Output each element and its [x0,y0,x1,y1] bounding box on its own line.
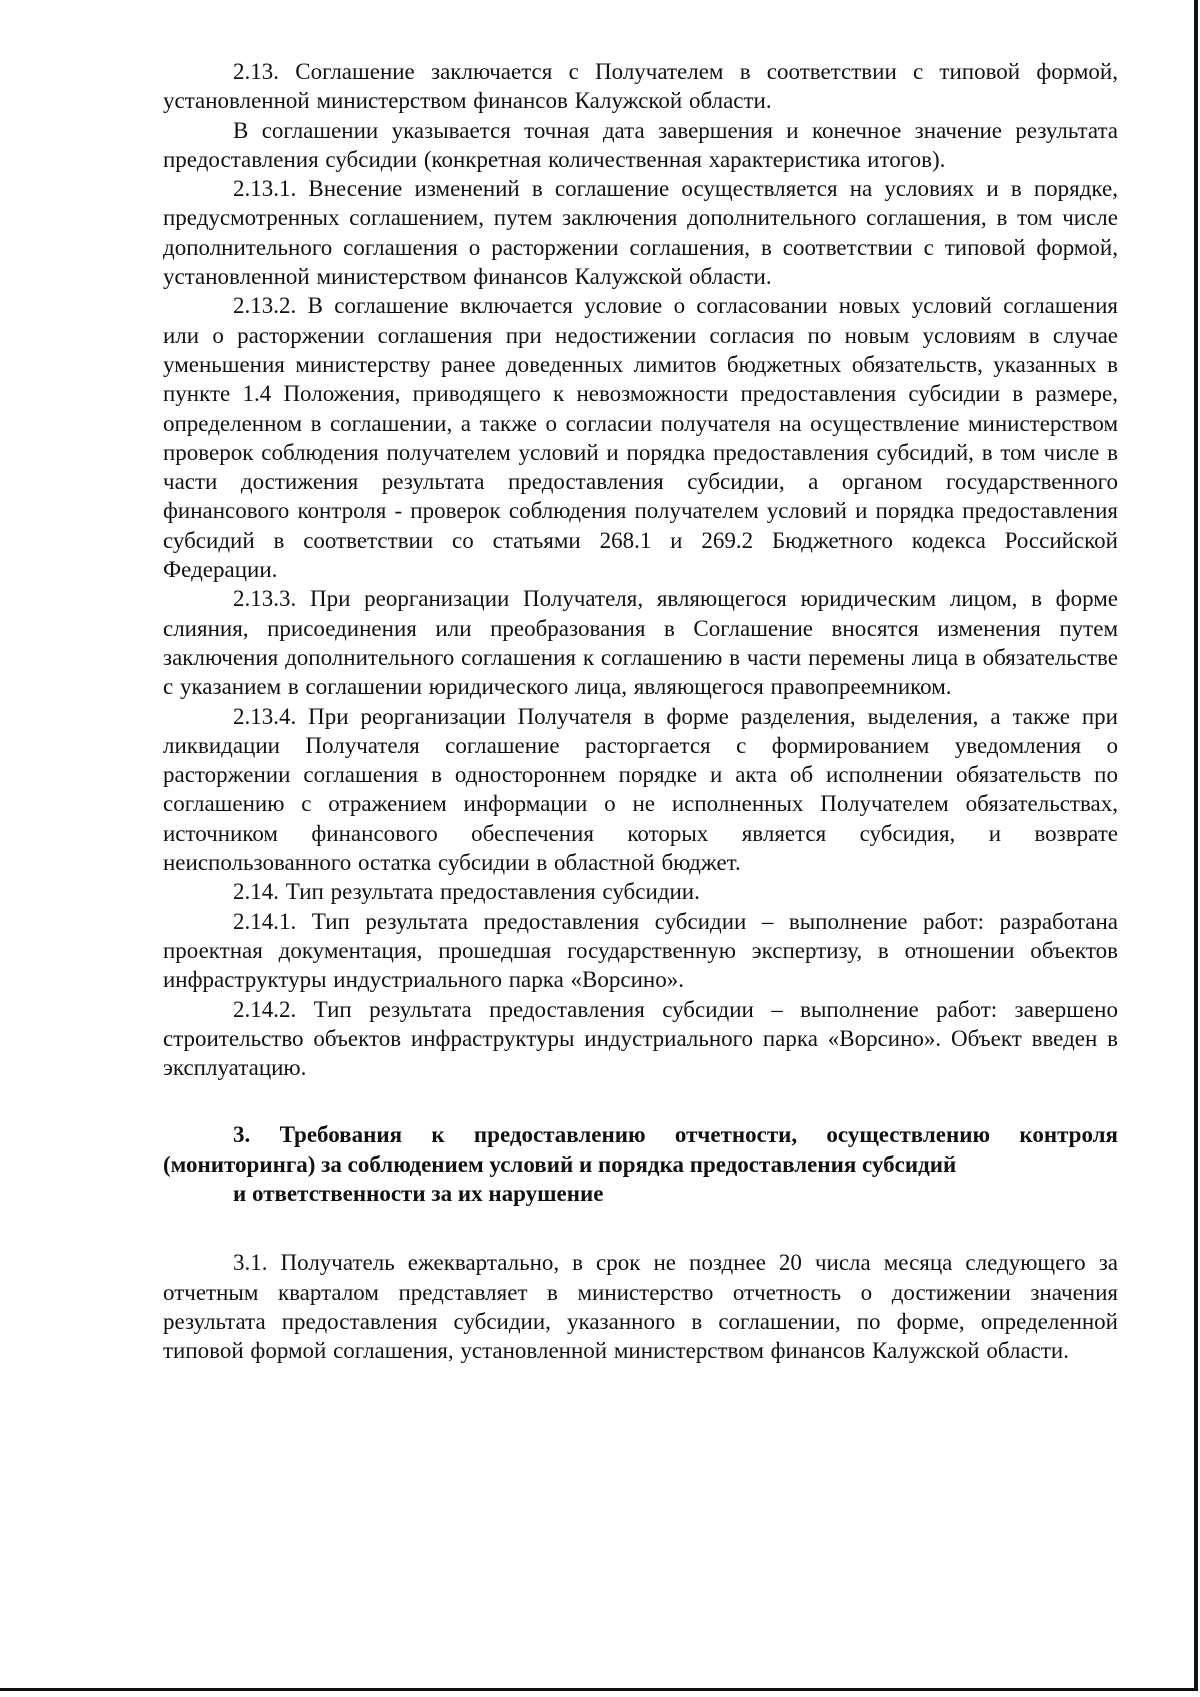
paragraph-2-14-1: 2.14.1. Тип результата предоставления субсидии – выполнение работ: разработана проектная документация, прошедшая государственную экспертизу, в отношении объектов инфраструктуры индустриального парка «Ворсино». [163,908,1118,993]
paragraph-2-13-1: 2.13.1. Внесение изменений в соглашение осуществляется на условиях и в порядке, предусмотренных соглашением, путем заключения дополнительного соглашения, в том числе дополнительного соглашения о расторжении соглашения, в соответствии с типовой формой, установленной министерством финансов Калужской области. [163,176,1118,290]
page-edge-right [1194,0,1198,1690]
section-title-line-3: и ответственности за их нарушение [233,1180,604,1206]
paragraph-2-14-2: 2.14.2. Тип результата предоставления субсидии – выполнение работ: завершено строительство объектов инфраструктуры индустриального парка «Ворсино». Объект введен в эксплуатацию. [163,996,1118,1081]
paragraph-2-13-date: В соглашении указывается точная дата завершения и конечное значение результата предоставления субсидии (конкретная количественная характеристика итогов). [163,117,1118,172]
document-body [163,57,1118,1365]
page-edge-bottom [0,1688,1198,1691]
paragraph-2-13: 2.13. Соглашение заключается с Получателем в соответствии с типовой формой, установленной министерством финансов Калужской области. [163,59,1118,114]
paragraph-2-13-4: 2.13.4. При реорганизации Получателя в форме разделения, выделения, а также при ликвидации Получателя соглашение расторгается с формированием уведомления о расторжении соглашения в одностороннем порядке и акта об исполнении обязательств по соглашению с отражением информации о не исполненных Получателем обязательствах, источником финансового обеспечения которых является субсидия, и возврате неиспользованного остатка субсидии в областной бюджет. [163,703,1118,876]
section-title-line-1: 3. Требования к предоставлению отчетности, осуществлению контроля [233,1122,1118,1148]
paragraph-3-1: 3.1. Получатель ежеквартально, в срок не позднее 20 числа месяца следующего за отчетным кварталом представляет в министерство отчетность о достижении значения результата предоставления субсидии, указанного в соглашении, по форме, определенной типовой формой соглашения, установленной министерством финансов Калужской области. [163,1250,1118,1364]
paragraph-2-13-3: 2.13.3. При реорганизации Получателя, являющегося юридическим лицом, в форме слияния, присоединения или преобразования в Соглашение вносятся изменения путем заключения дополнительного соглашения к соглашению в части перемены лица в обязательстве с указанием в соглашении юридического лица, являющегося правопреемником. [163,586,1118,700]
section-3-title [163,1120,1118,1208]
paragraph-2-13-2: 2.13.2. В соглашение включается условие о согласовании новых условий соглашения или о расторжении соглашения при недостижении согласия по новым условиям в случае уменьшения министерству ранее доведенных лимитов бюджетных обязательств, указанных в пункте 1.4 Положения, приводящего к невозможности предоставления субсидии в размере, определенном в соглашении, а также о согласии получателя на осуществление министерством проверок соблюдения получателем условий и порядка предоставления субсидий, в том числе в части достижения результата предоставления субсидии, а органом государственного финансового контроля - проверок соблюдения получателем условий и порядка предоставления субсидий в соответствии со статьями 268.1 и 269.2 Бюджетного кодекса Российской Федерации. [163,293,1118,583]
section-title-line-2: (мониторинга) за соблюдением условий и порядка предоставления субсидий [163,1151,957,1177]
paragraph-2-14: 2.14. Тип результата предоставления субсидии. [233,879,700,905]
